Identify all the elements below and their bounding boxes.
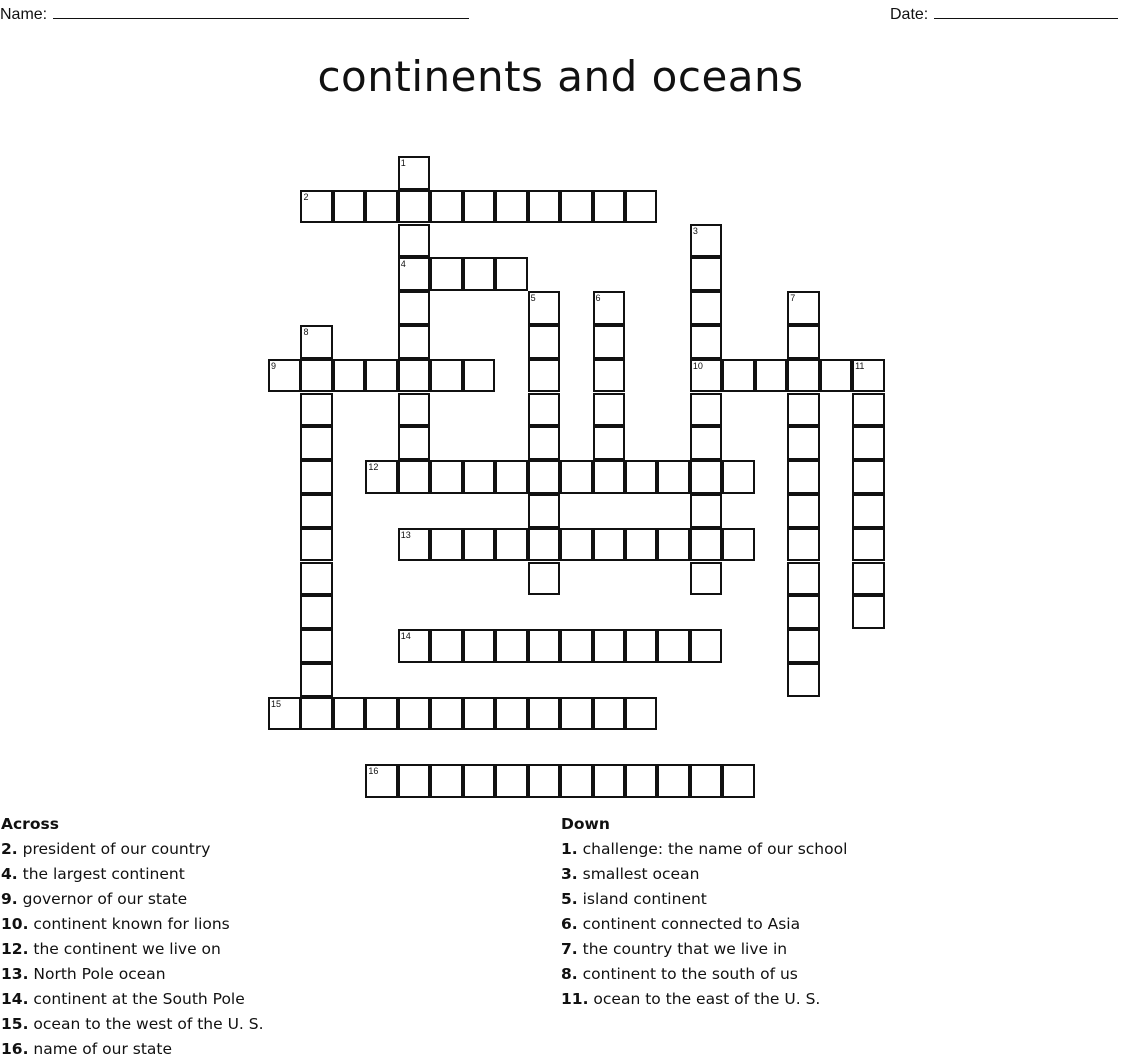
crossword-cell[interactable] xyxy=(463,528,496,562)
crossword-cell[interactable] xyxy=(625,764,658,798)
crossword-cell[interactable] xyxy=(593,460,626,494)
crossword-cell[interactable] xyxy=(528,426,561,460)
crossword-cell[interactable] xyxy=(528,562,561,596)
crossword-cell[interactable] xyxy=(690,257,723,291)
crossword-cell[interactable] xyxy=(852,528,885,562)
cell-number: 10 xyxy=(692,360,703,371)
clue-text: continent to the south of us xyxy=(582,965,798,983)
down-clues xyxy=(561,812,847,1012)
crossword-cell[interactable] xyxy=(593,291,626,325)
clue-number: 5. xyxy=(561,890,578,908)
crossword-cell[interactable] xyxy=(690,291,723,325)
crossword-cell[interactable] xyxy=(495,528,528,562)
crossword-cell[interactable] xyxy=(560,629,593,663)
crossword-cell[interactable] xyxy=(365,190,398,224)
crossword-cell[interactable] xyxy=(398,528,431,562)
clue-text: ocean to the east of the U. S. xyxy=(593,990,821,1008)
crossword-cell[interactable] xyxy=(398,359,431,393)
clue-item xyxy=(1,1012,264,1037)
crossword-cell[interactable] xyxy=(852,359,885,393)
clue-item xyxy=(561,837,847,862)
crossword-cell[interactable] xyxy=(300,494,333,528)
crossword-cell[interactable] xyxy=(528,291,561,325)
crossword-cell[interactable] xyxy=(333,359,366,393)
crossword-cell[interactable] xyxy=(300,663,333,697)
crossword-cell[interactable] xyxy=(528,528,561,562)
crossword-cell[interactable] xyxy=(398,697,431,731)
clue-number: 12. xyxy=(1,940,29,958)
cell-number: 3 xyxy=(692,225,698,236)
crossword-cell[interactable] xyxy=(722,359,755,393)
crossword-cell[interactable] xyxy=(430,629,463,663)
crossword-cell[interactable] xyxy=(852,562,885,596)
crossword-cell[interactable] xyxy=(398,764,431,798)
clue-item xyxy=(1,987,264,1012)
crossword-cell[interactable] xyxy=(398,190,431,224)
crossword-cell[interactable] xyxy=(690,426,723,460)
crossword-cell[interactable] xyxy=(722,764,755,798)
crossword-cell[interactable] xyxy=(365,359,398,393)
crossword-cell[interactable] xyxy=(365,764,398,798)
across-clues xyxy=(1,812,264,1062)
crossword-cell[interactable] xyxy=(495,190,528,224)
crossword-cell[interactable] xyxy=(495,629,528,663)
crossword-cell[interactable] xyxy=(560,697,593,731)
crossword-cell[interactable] xyxy=(398,460,431,494)
clue-item xyxy=(561,862,847,887)
crossword-cell[interactable] xyxy=(593,190,626,224)
crossword-cell[interactable] xyxy=(560,190,593,224)
crossword-cell[interactable] xyxy=(560,460,593,494)
cell-number: 14 xyxy=(400,631,411,642)
across-heading: Across xyxy=(1,815,59,833)
crossword-cell[interactable] xyxy=(657,528,690,562)
clue-number: 6. xyxy=(561,915,578,933)
crossword-cell[interactable] xyxy=(625,629,658,663)
crossword-cell[interactable] xyxy=(625,460,658,494)
crossword-cell[interactable] xyxy=(495,257,528,291)
down-heading: Down xyxy=(561,815,610,833)
clue-item xyxy=(1,912,264,937)
crossword-cell[interactable] xyxy=(722,528,755,562)
crossword-cell[interactable] xyxy=(690,325,723,359)
clue-item xyxy=(561,912,847,937)
crossword-cell[interactable] xyxy=(300,629,333,663)
clue-text: president of our country xyxy=(22,840,211,858)
crossword-cell[interactable] xyxy=(300,190,333,224)
crossword-cell[interactable] xyxy=(852,426,885,460)
clue-number: 15. xyxy=(1,1015,29,1033)
cell-number: 7 xyxy=(790,293,796,304)
crossword-cell[interactable] xyxy=(528,629,561,663)
cell-number: 8 xyxy=(303,327,309,337)
clue-number: 3. xyxy=(561,865,578,883)
crossword-cell[interactable] xyxy=(852,595,885,629)
date-label: Date: xyxy=(890,6,929,23)
crossword-cell[interactable] xyxy=(625,528,658,562)
crossword-cell[interactable] xyxy=(430,359,463,393)
crossword-cell[interactable] xyxy=(430,697,463,731)
clue-text: North Pole ocean xyxy=(33,965,166,983)
clue-item xyxy=(1,887,264,912)
crossword-cell[interactable] xyxy=(690,764,723,798)
crossword-cell[interactable] xyxy=(690,224,723,258)
crossword-cell[interactable] xyxy=(787,528,820,562)
crossword-cell[interactable] xyxy=(398,257,431,291)
clue-number: 8. xyxy=(561,965,578,983)
crossword-cell[interactable] xyxy=(398,156,431,190)
cell-number: 2 xyxy=(303,191,309,202)
crossword-cell[interactable] xyxy=(690,393,723,427)
cell-number: 6 xyxy=(595,293,601,304)
clue-number: 11. xyxy=(561,990,589,1008)
crossword-cell[interactable] xyxy=(593,764,626,798)
clue-item xyxy=(1,862,264,887)
crossword-cell[interactable] xyxy=(593,528,626,562)
name-label: Name: xyxy=(0,6,48,23)
clue-item xyxy=(561,937,847,962)
crossword-cell[interactable] xyxy=(690,460,723,494)
crossword-cell[interactable] xyxy=(463,764,496,798)
crossword-cell[interactable] xyxy=(430,257,463,291)
crossword-cell[interactable] xyxy=(495,764,528,798)
crossword-cell[interactable] xyxy=(495,460,528,494)
clue-text: the country that we live in xyxy=(582,940,788,958)
crossword-cell[interactable] xyxy=(787,291,820,325)
crossword-cell[interactable] xyxy=(333,697,366,731)
page-title: continents and oceans xyxy=(317,52,804,101)
crossword-cell[interactable] xyxy=(690,562,723,596)
crossword-cell[interactable] xyxy=(300,595,333,629)
crossword-cell[interactable] xyxy=(593,629,626,663)
clue-item xyxy=(1,962,264,987)
crossword-cell[interactable] xyxy=(852,393,885,427)
clue-item xyxy=(1,937,264,962)
crossword-cell[interactable] xyxy=(528,190,561,224)
crossword-cell[interactable] xyxy=(300,426,333,460)
crossword-cell[interactable] xyxy=(398,224,431,258)
clue-number: 4. xyxy=(1,865,18,883)
crossword-cell[interactable] xyxy=(300,562,333,596)
crossword-cell[interactable] xyxy=(787,325,820,359)
crossword-cell[interactable] xyxy=(787,663,820,697)
crossword-cell[interactable] xyxy=(398,629,431,663)
crossword-cell[interactable] xyxy=(625,190,658,224)
crossword-cell[interactable] xyxy=(625,697,658,731)
crossword-cell[interactable] xyxy=(787,562,820,596)
crossword-cell[interactable] xyxy=(690,494,723,528)
crossword-cell[interactable] xyxy=(852,494,885,528)
crossword-cell[interactable] xyxy=(398,291,431,325)
crossword-cell[interactable] xyxy=(690,528,723,562)
crossword-cell[interactable] xyxy=(430,190,463,224)
crossword-cell[interactable] xyxy=(787,494,820,528)
clue-text: smallest ocean xyxy=(582,865,700,883)
crossword-cell[interactable] xyxy=(528,494,561,528)
cell-number: 4 xyxy=(400,259,406,270)
crossword-cell[interactable] xyxy=(528,393,561,427)
crossword-cell[interactable] xyxy=(560,528,593,562)
clue-text: island continent xyxy=(582,890,707,908)
cell-number: 16 xyxy=(368,766,379,777)
crossword-cell[interactable] xyxy=(430,528,463,562)
clue-number: 16. xyxy=(1,1040,29,1058)
crossword-cell[interactable] xyxy=(820,359,853,393)
crossword-cell[interactable] xyxy=(657,764,690,798)
crossword-cell[interactable] xyxy=(787,595,820,629)
crossword-cell[interactable] xyxy=(300,697,333,731)
clue-number: 10. xyxy=(1,915,29,933)
clue-text: ocean to the west of the U. S. xyxy=(33,1015,264,1033)
clue-number: 7. xyxy=(561,940,578,958)
crossword-cell[interactable] xyxy=(365,697,398,731)
crossword-cell[interactable] xyxy=(365,460,398,494)
clue-text: the largest continent xyxy=(22,865,185,883)
crossword-cell[interactable] xyxy=(852,460,885,494)
crossword-cell[interactable] xyxy=(787,460,820,494)
crossword-cell[interactable] xyxy=(430,460,463,494)
crossword-cell[interactable] xyxy=(657,460,690,494)
clue-text: continent connected to Asia xyxy=(582,915,801,933)
crossword-cell[interactable] xyxy=(593,359,626,393)
crossword-cell[interactable] xyxy=(398,426,431,460)
clue-number: 1. xyxy=(561,840,578,858)
crossword-cell[interactable] xyxy=(690,359,723,393)
clue-text: challenge: the name of our school xyxy=(582,840,848,858)
crossword-cell[interactable] xyxy=(657,629,690,663)
crossword-cell[interactable] xyxy=(398,325,431,359)
clue-text: continent known for lions xyxy=(33,915,230,933)
crossword-cell[interactable] xyxy=(463,190,496,224)
clue-item xyxy=(561,987,847,1012)
crossword-cell[interactable] xyxy=(300,325,333,359)
crossword-cell[interactable] xyxy=(398,393,431,427)
clue-text: continent at the South Pole xyxy=(33,990,245,1008)
crossword-cell[interactable] xyxy=(755,359,788,393)
crossword-cell[interactable] xyxy=(463,359,496,393)
clue-number: 2. xyxy=(1,840,18,858)
clue-number: 13. xyxy=(1,965,29,983)
crossword-cell[interactable] xyxy=(463,460,496,494)
crossword-cell[interactable] xyxy=(528,764,561,798)
crossword-cell[interactable] xyxy=(528,697,561,731)
cell-number: 9 xyxy=(271,360,277,371)
clue-item xyxy=(561,962,847,987)
crossword-cell[interactable] xyxy=(300,528,333,562)
crossword-cell[interactable] xyxy=(463,697,496,731)
cell-number: 15 xyxy=(271,698,282,709)
cell-number: 5 xyxy=(530,293,536,304)
cell-number: 12 xyxy=(368,462,379,473)
clue-text: the continent we live on xyxy=(33,940,221,958)
crossword-cell[interactable] xyxy=(430,764,463,798)
crossword-cell[interactable] xyxy=(300,393,333,427)
crossword-cell[interactable] xyxy=(268,697,301,731)
crossword-cell[interactable] xyxy=(495,697,528,731)
crossword-cell[interactable] xyxy=(560,764,593,798)
clue-text: governor of our state xyxy=(22,890,188,908)
clue-text: name of our state xyxy=(33,1040,173,1058)
clue-item xyxy=(561,887,847,912)
crossword-cell[interactable] xyxy=(593,697,626,731)
crossword-cell[interactable] xyxy=(528,325,561,359)
clue-number: 14. xyxy=(1,990,29,1008)
clue-number: 9. xyxy=(1,890,18,908)
cell-number: 1 xyxy=(400,158,406,168)
crossword-cell[interactable] xyxy=(722,460,755,494)
crossword-cell[interactable] xyxy=(593,426,626,460)
crossword-cell[interactable] xyxy=(463,629,496,663)
crossword-cell[interactable] xyxy=(268,359,301,393)
crossword-cell[interactable] xyxy=(463,257,496,291)
crossword-cell[interactable] xyxy=(528,359,561,393)
crossword-cell[interactable] xyxy=(300,359,333,393)
clue-item xyxy=(1,837,264,862)
cell-number: 11 xyxy=(855,360,865,371)
crossword-cell[interactable] xyxy=(300,460,333,494)
crossword-cell[interactable] xyxy=(333,190,366,224)
cell-number: 13 xyxy=(400,529,411,540)
crossword-cell[interactable] xyxy=(787,426,820,460)
clue-item xyxy=(1,1037,264,1062)
crossword-cell[interactable] xyxy=(593,393,626,427)
crossword-cell[interactable] xyxy=(528,460,561,494)
crossword-cell[interactable] xyxy=(690,629,723,663)
crossword-cell[interactable] xyxy=(593,325,626,359)
crossword-cell[interactable] xyxy=(787,629,820,663)
crossword-cell[interactable] xyxy=(787,359,820,393)
crossword-cell[interactable] xyxy=(787,393,820,427)
